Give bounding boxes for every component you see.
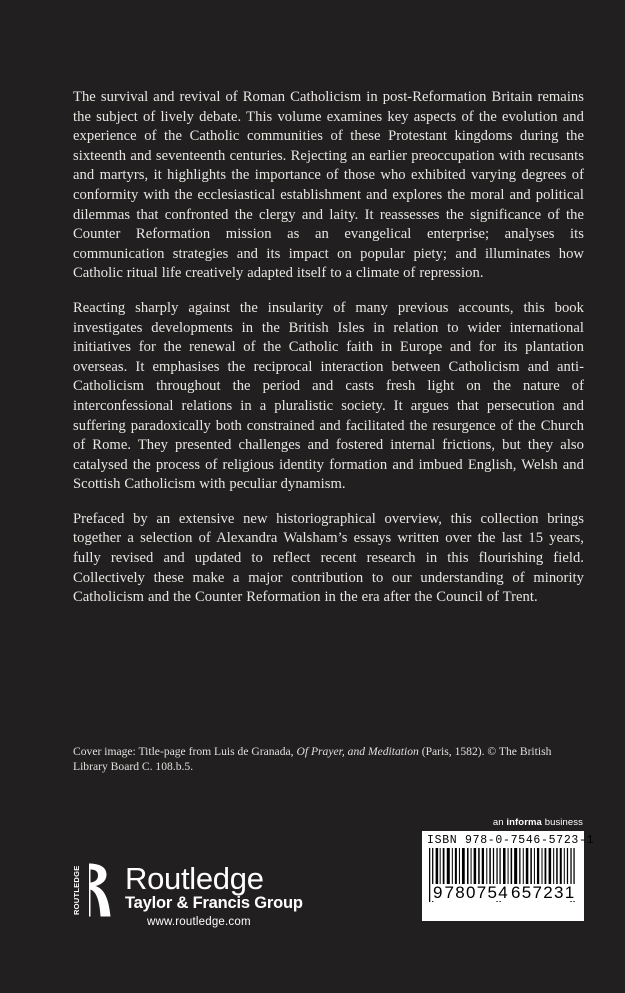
routledge-logo-text	[125, 862, 303, 929]
blurb-paragraph-1: The survival and revival of Roman Catholicism in post-Reformation Britain remains the subject of lively debate. This volume examines key aspects of the evolution and experience of the Catholic communities of these Protestant kingdoms during the sixteenth and seventeenth centuries. Rejecting an earlier preoccupation with recusants and martyrs, it highlights the importance of those who exhibited varying degrees of conformity with the ecclesiastical establishment and explores the moral and political dilemmas that confronted the clergy and laity. It reassesses the significance of the Counter Reformation mission as an evangelical enterprise; analyses its communication strategies and its impact on popular piety; and illuminates how Catholic ritual life creatively adapted itself to a climate of repression.	[73, 89, 584, 282]
credit-suffix: (Paris, 1582). © The British Library Board C. 108.b.5.	[73, 745, 552, 773]
barcode-bars	[427, 848, 579, 902]
barcode-digit-group-3: 657231	[511, 883, 576, 902]
credit-italic-title: Of Prayer, and Meditation	[296, 745, 419, 758]
routledge-logo	[70, 862, 303, 929]
routledge-wordmark: Routledge	[125, 861, 264, 896]
routledge-r-mark-icon	[70, 862, 116, 918]
isbn-number-label: ISBN 978-0-7546-5723-1	[427, 834, 595, 847]
informa-brand: informa	[506, 817, 542, 828]
informa-business-line	[493, 817, 583, 828]
cover-image-credit	[73, 744, 584, 774]
blurb-paragraph-2: Reacting sharply against the insularity of many previous accounts, this book investigates developments in the British Isles in relation to wider international initiatives for the renewal of the Catholic faith in Europe and for its plantation overseas. It emphasises the reciprocal interaction between Catholicism and anti-Catholicism throughout the period and casts fresh light on the nature of interconfessional relations in a pluralistic society. It argues that persecution and suffering paradoxically both constrained and facilitated the resurgence of the Church of Rome. They presented challenges and fostered internal frictions, but they also catalysed the process of religious identity formation and imbued English, Welsh and Scottish Catholicism with peculiar dynamism.	[73, 299, 584, 493]
routledge-url: www.routledge.com	[147, 916, 251, 928]
credit-prefix: Cover image: Title-page from Luis de Granada,	[73, 745, 297, 758]
barcode-digit-group-2: 780754	[444, 883, 509, 902]
blurb-paragraph-3: Prefaced by an extensive new historiographical overview, this collection brings together a selection of Alexandra Walsham’s essays written over the last 15 years, fully revised and updated to reflect recent research in this flourishing field. Collectively these make a major contribution to our understanding of minority Catholicism and the Counter Reformation in the era after the Council of Trent.	[73, 510, 584, 606]
informa-suffix: business	[541, 817, 583, 828]
isbn-barcode	[422, 831, 595, 921]
informa-prefix: an	[492, 817, 507, 828]
barcode-digit-group-1: 9	[433, 883, 443, 902]
taylor-francis-group-label: Taylor & Francis Group	[125, 894, 303, 912]
blurb-text-block	[73, 88, 584, 608]
svg-text:ROUTLEDGE: ROUTLEDGE	[72, 865, 81, 915]
